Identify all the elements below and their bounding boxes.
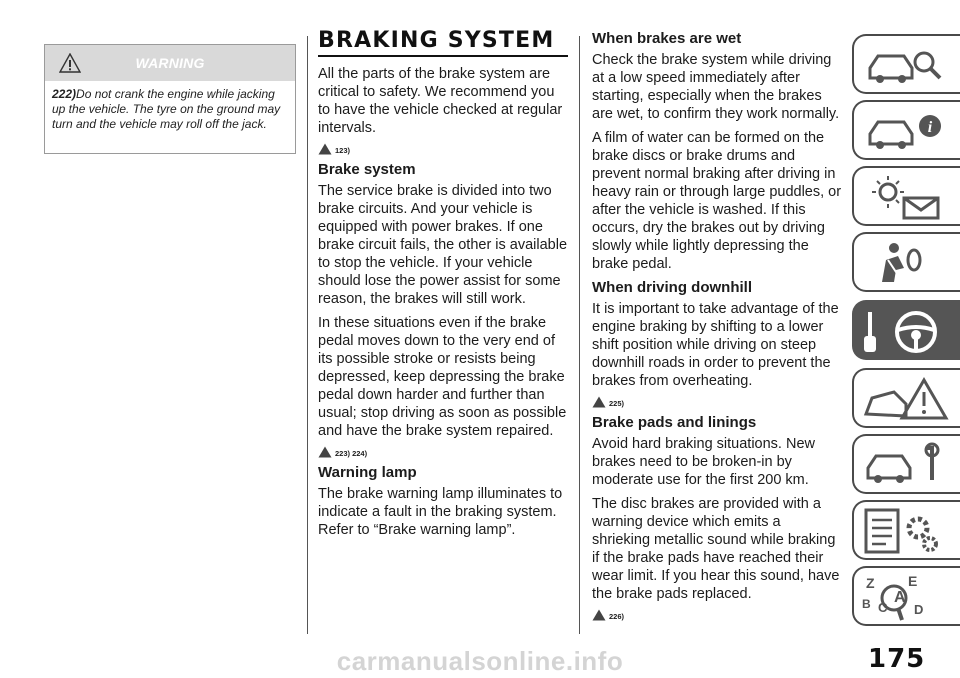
wet-brakes-paragraph-1: Check the brake system while driving at a low speed immediately after starting, especially when the brakes are wet, to confirm they work normally.: [592, 52, 840, 122]
column-divider-left: [307, 36, 308, 634]
page-number: 175: [868, 644, 926, 674]
warning-text: Do not crank the engine while jacking up the vehicle. The tyre on the ground may turn and the vehicle may roll off the jack.: [52, 87, 281, 131]
svg-text:B: B: [862, 597, 871, 611]
wet-brakes-paragraph-2: A film of water can be formed on the brake discs or brake drums and prevent normal braking after driving in heavy rain or through large puddles, or after the vehicle is washed. If this occurs, dry the brakes out by driving slowly while lightly depressing the brake pedal.: [592, 130, 842, 272]
key-steering-wheel-icon: [860, 306, 956, 356]
reference-number: 226): [609, 612, 625, 621]
brake-system-heading: Brake system: [318, 161, 416, 178]
tab-servicing-maintenance[interactable]: [852, 434, 960, 494]
intro-paragraph: All the parts of the brake system are critical to safety. We recommend you to have the vehicle checked at regular intervals.: [318, 66, 563, 136]
svg-text:C: C: [878, 600, 888, 615]
brake-pads-paragraph-1: Avoid hard braking situations. New brakes need to be broken-in by moderate use for the first 200 km.: [592, 436, 815, 488]
brake-pads-paragraph-2: The disc brakes are provided with a warning device which emits a shrieking metallic sound while braking if the brake pads have reached their wear limit. If you hear this sound, have the brake pads replaced.: [592, 496, 840, 602]
brake-pads-heading: Brake pads and linings: [592, 414, 757, 431]
car-wrench-icon: [860, 440, 956, 490]
watermark: carmanualsonline.info: [336, 646, 624, 676]
right-column: [592, 30, 842, 627]
column-divider-right: [579, 36, 580, 634]
tab-starting-driving[interactable]: [852, 300, 960, 360]
reference-triangle-icon: [318, 143, 332, 155]
tab-safety[interactable]: [852, 100, 960, 160]
tab-seatbelts-airbags[interactable]: [852, 232, 960, 292]
reference-triangle-icon: [592, 609, 606, 621]
svg-text:A: A: [894, 589, 906, 606]
downhill-paragraph: It is important to take advantage of the engine braking by shifting to a lower shift position while driving on steep downhill roads in order to prevent the brakes from overheating.: [592, 301, 839, 389]
reference-note[interactable]: [318, 143, 570, 155]
warning-title: WARNING: [135, 55, 205, 71]
warning-ref: 222): [52, 87, 77, 101]
reference-number: 225): [609, 399, 625, 408]
tab-index[interactable]: [852, 566, 960, 626]
warning-lamp-heading: Warning lamp: [318, 464, 417, 481]
reference-note[interactable]: [318, 446, 570, 458]
middle-column: [318, 30, 570, 545]
tab-knowing-your-car[interactable]: [852, 34, 960, 94]
car-search-icon: [860, 40, 956, 90]
svg-text:Z: Z: [866, 575, 875, 591]
svg-text:D: D: [914, 602, 924, 617]
reference-triangle-icon: [592, 396, 606, 408]
index-search-icon: [860, 572, 956, 622]
reference-number: 123): [335, 146, 351, 155]
reference-triangle-icon: [318, 446, 332, 458]
tab-technical-data[interactable]: [852, 500, 960, 560]
section-title: BRAKING SYSTEM: [318, 30, 568, 57]
brake-system-paragraph-1: The service brake is divided into two brake circuits. And your vehicle is equipped with power brakes. If one brake circuit fails, the other is available to stop the vehicle. If your vehicle should lose the power assist for some reason, the brakes will still work.: [318, 183, 568, 307]
seatbelt-airbag-icon: [860, 238, 956, 288]
reference-number: 223) 224): [335, 449, 368, 458]
wet-brakes-heading: When brakes are wet: [592, 30, 742, 47]
svg-text:i: i: [927, 119, 933, 136]
warning-lamp-paragraph: The brake warning lamp illuminates to indicate a fault in the braking system. Refer to “Brake warning lamp”.: [318, 486, 563, 538]
warning-box: [44, 44, 296, 154]
tab-warning-lights[interactable]: [852, 166, 960, 226]
warning-header: [45, 45, 295, 81]
car-accident-warning-icon: [860, 374, 956, 424]
reference-note[interactable]: [592, 396, 842, 408]
tab-emergency[interactable]: [852, 368, 960, 428]
specs-gear-icon: [860, 506, 956, 556]
brake-system-paragraph-2: In these situations even if the brake pedal moves down to the very end of its possible stroke or resists being depressed, keep depressing the brake pedal down harder and further than usual; stop driving as soon as possible and have the brake system repaired.: [318, 315, 567, 439]
warning-text-block: [45, 81, 295, 132]
downhill-heading: When driving downhill: [592, 279, 752, 296]
dashboard-lights-icon: [860, 172, 956, 222]
svg-text:E: E: [908, 573, 918, 589]
reference-note[interactable]: [592, 609, 842, 621]
car-info-icon: [860, 106, 956, 156]
